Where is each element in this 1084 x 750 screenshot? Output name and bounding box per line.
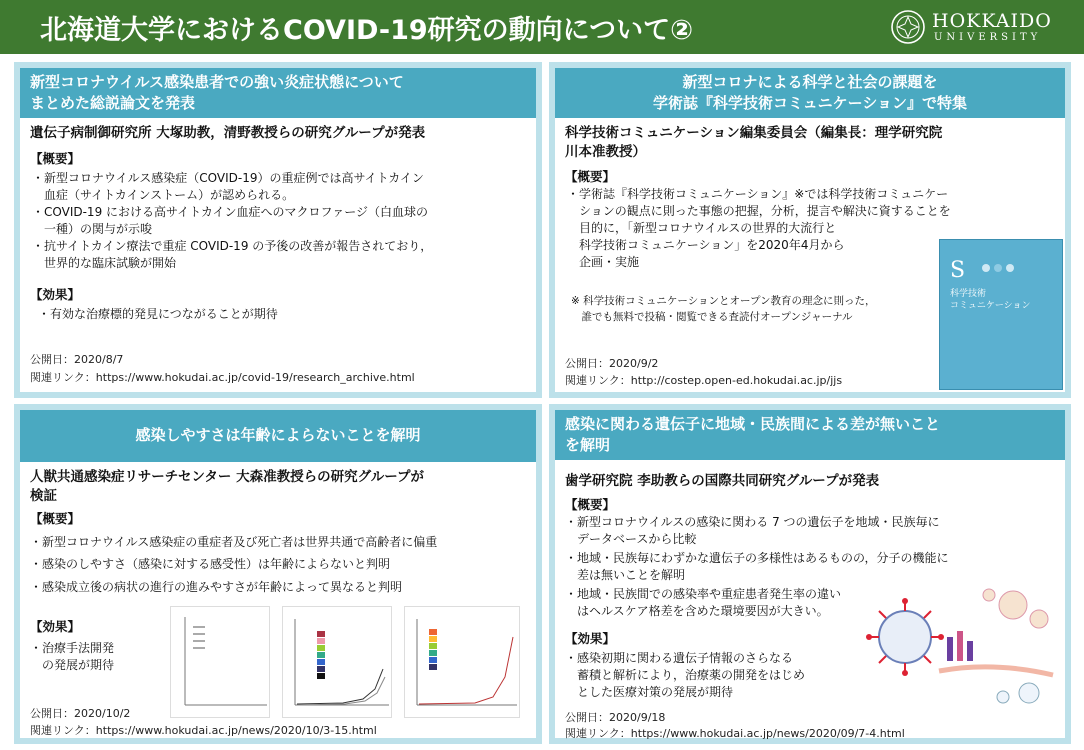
panel-age-susceptibility [14, 404, 542, 744]
summary-line: 血症（サイトカインストーム）が認められる。 [32, 188, 295, 202]
effect-line: 蓄積と解析により，治療薬の開発をはじめ [565, 668, 806, 682]
panel-title-line: まとめた総説論文を発表 [30, 94, 196, 112]
panel-title-line: 感染しやすさは年齢によらないことを解明 [135, 426, 421, 444]
summary-line: 科学技術コミュニケーション」を2020年4月から [567, 238, 845, 252]
graph-thumbnail-1 [170, 606, 270, 718]
panel-title [555, 68, 1065, 118]
panel-science-communication [549, 62, 1071, 398]
graph-thumbnail-2 [282, 606, 392, 718]
cover-title [950, 288, 1030, 312]
effect-line: の発展が期待 [30, 658, 115, 672]
panel-title-line: 感染に関わる遺伝子に地域・民族間による差が無いこと [565, 415, 941, 433]
summary-line: 一種）の関与が示唆 [32, 222, 153, 236]
cover-letter: S [950, 258, 966, 283]
effect-line: ・感染初期に関わる遺伝子情報のさらなる [565, 651, 794, 665]
research-group: 川本准教授） [565, 144, 646, 160]
publish-date: 公開日：2020/8/7 [30, 353, 124, 366]
research-group: 人獣共通感染症リサーチセンター 大森准教授らの研究グループが [30, 469, 425, 485]
logo-sub: UNIVERSITY [934, 32, 1042, 43]
graph-1-plot [171, 607, 271, 719]
summary-line: 差は無いことを解明 [565, 568, 686, 582]
publish-date: 公開日：2020/10/2 [30, 707, 131, 720]
cover-decoration [980, 262, 1040, 274]
university-logo [890, 7, 1076, 47]
graph-thumbnail-3 [404, 606, 520, 718]
summary-line: データベースから比較 [565, 532, 697, 546]
panel-title-line: 新型コロナウイルス感染患者での強い炎症状態について [30, 73, 404, 91]
summary-line: ションの観点に則った事態の把握，分析，提言や解決に資することを [567, 204, 951, 218]
research-group: 科学技術コミュニケーション編集委員会（編集長：理学研究院 [565, 125, 943, 141]
summary-line: ・学術誌『科学技術コミュニケーション』※では科学技術コミュニケー [567, 187, 949, 201]
panel-inflammation-review [14, 62, 542, 398]
summary-heading: 【概要】 [30, 151, 81, 166]
logo-name: HOKKAIDO [932, 10, 1052, 32]
virus-mechanism-figure [843, 575, 1059, 715]
related-link[interactable]: 関連リンク：http://costep.open-ed.hokudai.ac.jp/jjs [565, 374, 843, 387]
summary-line: ・抗サイトカイン療法で重症 COVID-19 の予後の改善が報告されており， [32, 239, 433, 253]
publish-date: 公開日：2020/9/2 [565, 357, 659, 370]
panel-title-line: 新型コロナによる科学と社会の課題を [682, 73, 938, 91]
journal-cover-image [939, 239, 1063, 390]
summary-line: ・感染成立後の病状の進行の進みやすさが年齢によって異なると判明 [30, 580, 403, 594]
summary-line: はヘルスケア格差を含めた環境要因が大きい。 [565, 604, 829, 618]
related-link[interactable]: 関連リンク：https://www.hokudai.ac.jp/covid-19/research_archive.html [30, 371, 415, 384]
summary-line: ・感染のしやすさ（感染に対する感受性）は年齢によらないと判明 [30, 557, 391, 571]
summary-heading: 【概要】 [565, 497, 616, 512]
panel-gene-ethnicity [549, 404, 1071, 744]
research-group: 遺伝子病制御研究所 大塚助教，清野教授らの研究グループが発表 [30, 125, 426, 141]
cover-title-line: コミュニケーション [950, 301, 1031, 311]
summary-line: ・新型コロナウイルスの感染に関わる 7 つの遺伝子を地域・民族毎に [565, 515, 940, 529]
effect-line: ・治療手法開発 [30, 641, 115, 655]
publish-date: 公開日：2020/9/18 [565, 711, 666, 724]
effect-heading: 【効果】 [30, 619, 81, 634]
header-bar [0, 0, 1084, 54]
summary-heading: 【概要】 [30, 511, 81, 526]
related-link[interactable]: 関連リンク：https://www.hokudai.ac.jp/news/2020/10/3-15.html [30, 724, 377, 737]
crest-icon [890, 9, 926, 45]
effect-heading: 【効果】 [30, 287, 81, 302]
footnote-line: ※ 科学技術コミュニケーションとオープン教育の理念に則った， [571, 295, 876, 307]
summary-line: ・地域・民族毎にわずかな遺伝子の多様性はあるものの，分子の機能に [565, 551, 949, 565]
panel-title-line: 学術誌『科学技術コミュニケーション』で特集 [652, 94, 968, 112]
cover-title-line: 科学技術 [950, 289, 987, 299]
effect-line: ・有効な治療標的発見につながることが期待 [38, 307, 278, 321]
page-title: 北海道大学におけるCOVID-19研究の動向について② [40, 15, 693, 46]
research-group: 歯学研究院 李助教らの国際共同研究グループが発表 [565, 473, 880, 489]
summary-line: ・新型コロナウイルス感染症の重症者及び死亡者は世界共通で高齢者に偏重 [30, 535, 438, 549]
panel-title [555, 410, 1065, 460]
summary-line: ・新型コロナウイルス感染症（COVID-19）の重症例では高サイトカイン [32, 171, 424, 185]
panel-title [20, 410, 536, 462]
panel-title [20, 68, 536, 118]
summary-line: 世界的な臨床試験が開始 [32, 256, 177, 270]
summary-heading: 【概要】 [565, 169, 616, 184]
graph-3-plot [405, 607, 521, 719]
graph-2-plot [283, 607, 393, 719]
summary-line: ・COVID-19 における高サイトカイン血症へのマクロファージ（白血球の [32, 205, 428, 219]
footnote-line: 誰でも無料で投稿・閲覧できる査読付オープンジャーナル [571, 311, 853, 323]
summary-line: 目的に，「新型コロナウイルスの世界的大流行と [567, 221, 837, 235]
related-link[interactable]: 関連リンク：https://www.hokudai.ac.jp/news/2020/09/7-4.html [565, 727, 905, 740]
effect-heading: 【効果】 [565, 631, 616, 646]
research-group: 検証 [30, 488, 57, 504]
panel-title-line: を解明 [565, 436, 611, 454]
effect-line: とした医療対策の発展が期待 [565, 685, 734, 699]
summary-line: ・地域・民族間での感染率や重症患者発生率の違い [565, 587, 842, 601]
summary-line: 企画・実施 [567, 255, 640, 269]
